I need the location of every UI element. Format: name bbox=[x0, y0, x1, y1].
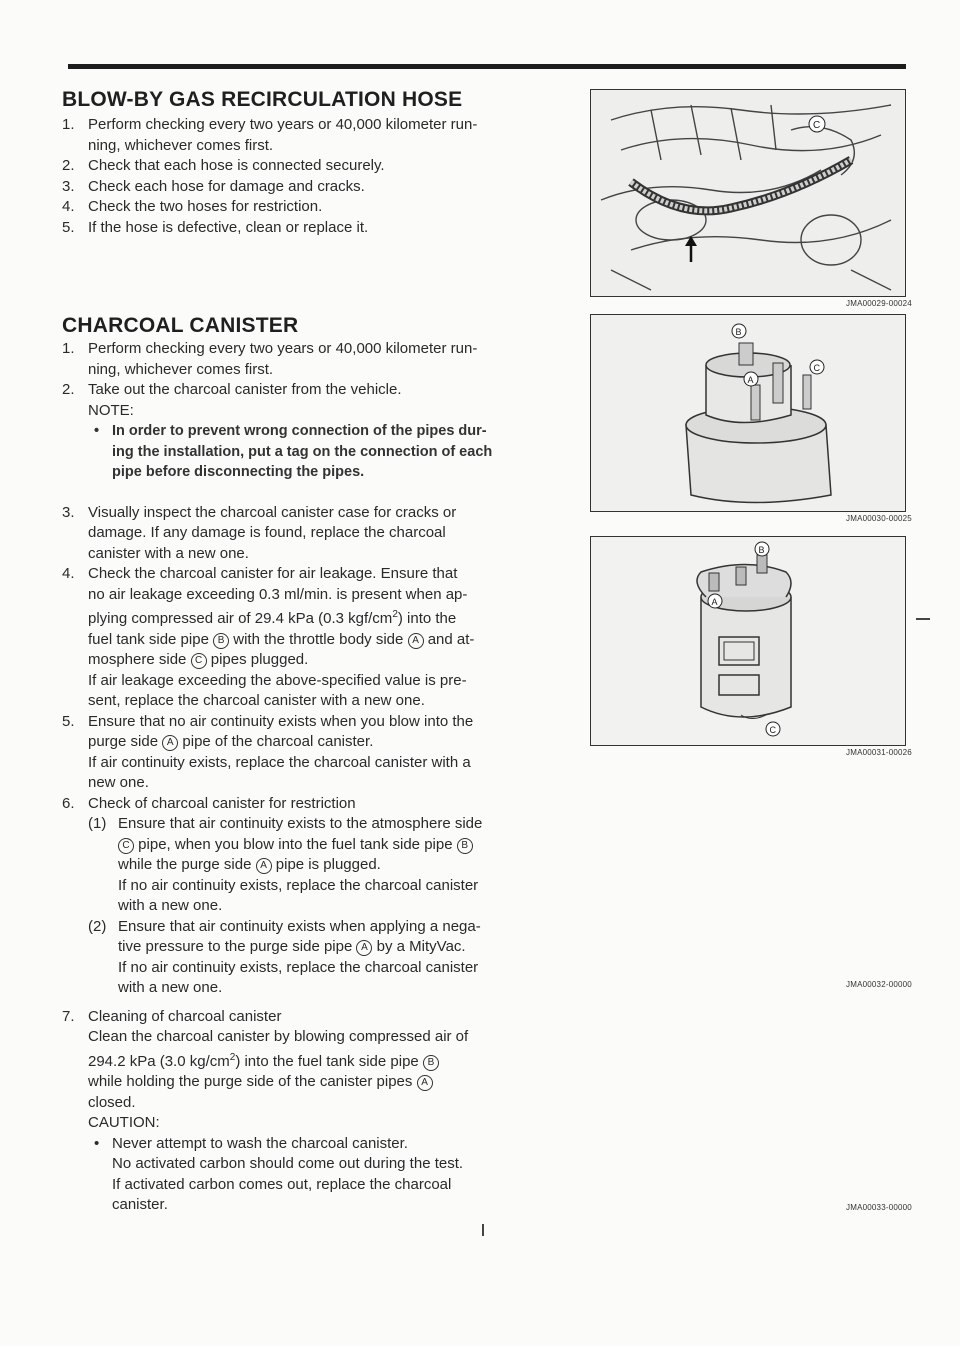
canister-illustration bbox=[591, 315, 905, 511]
step-3: 3. Visually inspect the charcoal canister case for cracks or bbox=[62, 503, 457, 521]
engine-hose-figure bbox=[590, 89, 906, 297]
caution-label: CAUTION: bbox=[88, 1114, 160, 1131]
canister-test-illustration bbox=[591, 537, 905, 745]
figure-code-4: JMA00032-00000 bbox=[846, 980, 912, 989]
step-4: 4. Check the charcoal canister for air leakage. Ensure that bbox=[62, 565, 458, 582]
step-6-2: (2) Ensure that air continuity exists when applying a nega- bbox=[88, 917, 481, 935]
blowby-step: 4. Check the two hoses for restriction. bbox=[62, 198, 323, 215]
step-1: 1. Perform checking every two years or 40,000 kilometer run- bbox=[62, 340, 478, 357]
pipe-b-marker: B bbox=[423, 1055, 439, 1071]
blowby-step: 1. Perform checking every two years or 40,000 kilometer run- bbox=[62, 116, 478, 133]
margin-dash bbox=[916, 618, 930, 620]
label-a: A bbox=[747, 375, 754, 385]
page-top-rule bbox=[68, 64, 906, 69]
engine-hose-illustration bbox=[591, 90, 905, 296]
caution-bullet: • Never attempt to wash the charcoal canister. bbox=[94, 1134, 408, 1152]
canister-figure bbox=[590, 314, 906, 512]
canister-test-figure bbox=[590, 536, 906, 746]
figure-code-2: JMA00030-00025 bbox=[846, 514, 912, 523]
pipe-a-marker: A bbox=[162, 735, 178, 751]
note-label: NOTE: bbox=[88, 401, 134, 419]
label-b: B bbox=[758, 545, 765, 555]
figure-code-1: JMA00029-00024 bbox=[846, 299, 912, 308]
charcoal-steps: 1. Perform checking every two years or 40,000 kilometer run- ning, whichever comes first. 2. Take out the charcoal canister from the vehicle. NOTE: • In order to prevent wrong connection of the pipes dur- ing the installation, put a tag on the connection of each pipe before disconnecting the pipes. 3. Visually inspect the charcoal canister case for cracks or damage. If any damage is found, replace the charcoal canister with a new one. 4. Check the charcoal canister for air leakage. Ensure that no air leakage exceeding 0.3 ml/min. is present when ap- plying compressed air of 29.4 kPa (0.3 kgf/$cm^2$) into the fuel tank side pipe B with the throttle body side A and at- mosphere side C pipes plugged. If air leakage exceeding the above-specified value is pre- sent, replace the charcoal canister with a new one. 5. Ensure that no air continuity exists when you blow into the purge side A pipe of the charcoal canister. If air continuity exists, replace the charcoal canister with a new one. 6. Check of charcoal canister for restriction (1) Ensure that air continuity exists to the atmosphere side C pipe, when you blow into the fuel tank side pipe B while the purge side A pipe is plugged. If no air continuity exists, replace the charcoal canister with a new one. (2) Ensure that air continuity exists when applying a nega- tive pressure to the purge side pipe A by a MityVac. If no air continuity exists, replace the charcoal canister with a new one. 7. Cleaning of charcoal canister Clean the charcoal canister by blowing compressed air of 294.2 kPa (3.0 $kg/cm^2$) into the fuel tank side pipe B while holding the purge side of the canister pipes A closed. CAUTION: • Never attempt to wash the charcoal canister. No activated carbon should come out during the test. If activated carbon comes out, replace the charcoal canister. bbox=[62, 340, 493, 1213]
step-7: 7. Cleaning of charcoal canister bbox=[62, 1007, 282, 1025]
pipe-a-marker: A bbox=[356, 940, 372, 956]
label-a: A bbox=[711, 597, 718, 607]
blowby-step: 5. If the hose is defective, clean or replace it. bbox=[62, 218, 369, 236]
figure-code-3: JMA00031-00026 bbox=[846, 748, 912, 757]
figure-code-5: JMA00033-00000 bbox=[846, 1203, 912, 1212]
pipe-a-marker: A bbox=[256, 858, 272, 874]
label-c: C bbox=[813, 363, 820, 373]
blowby-heading: BLOW-BY GAS RECIRCULATION HOSE bbox=[62, 88, 463, 111]
label-b: B bbox=[735, 327, 742, 337]
pipe-b-marker: B bbox=[213, 633, 229, 649]
pipe-b-marker: B bbox=[457, 838, 473, 854]
page-mark bbox=[482, 1224, 484, 1236]
step-2: 2. Take out the charcoal canister from the vehicle. bbox=[62, 381, 402, 398]
label-c: C bbox=[769, 725, 776, 735]
step-6-1: (1) Ensure that air continuity exists to the atmosphere side bbox=[88, 815, 483, 832]
pipe-c-marker: C bbox=[191, 653, 207, 669]
pipe-a-marker: A bbox=[417, 1075, 433, 1091]
charcoal-heading: CHARCOAL CANISTER bbox=[62, 314, 299, 337]
label-c: C bbox=[813, 120, 821, 131]
blowby-step: 2. Check that each hose is connected securely. bbox=[62, 157, 385, 174]
blowby-steps bbox=[62, 115, 477, 238]
step-5: 5. Ensure that no air continuity exists when you blow into the bbox=[62, 712, 474, 730]
step-6: 6. Check of charcoal canister for restriction bbox=[62, 794, 356, 812]
pipe-a-marker: A bbox=[408, 633, 424, 649]
pipe-c-marker: C bbox=[118, 838, 134, 854]
note-bullet: • In order to prevent wrong connection of the pipes dur- bbox=[94, 423, 487, 439]
blowby-step: ning, whichever comes first. bbox=[88, 136, 274, 154]
blowby-step: 3. Check each hose for damage and cracks. bbox=[62, 177, 365, 195]
